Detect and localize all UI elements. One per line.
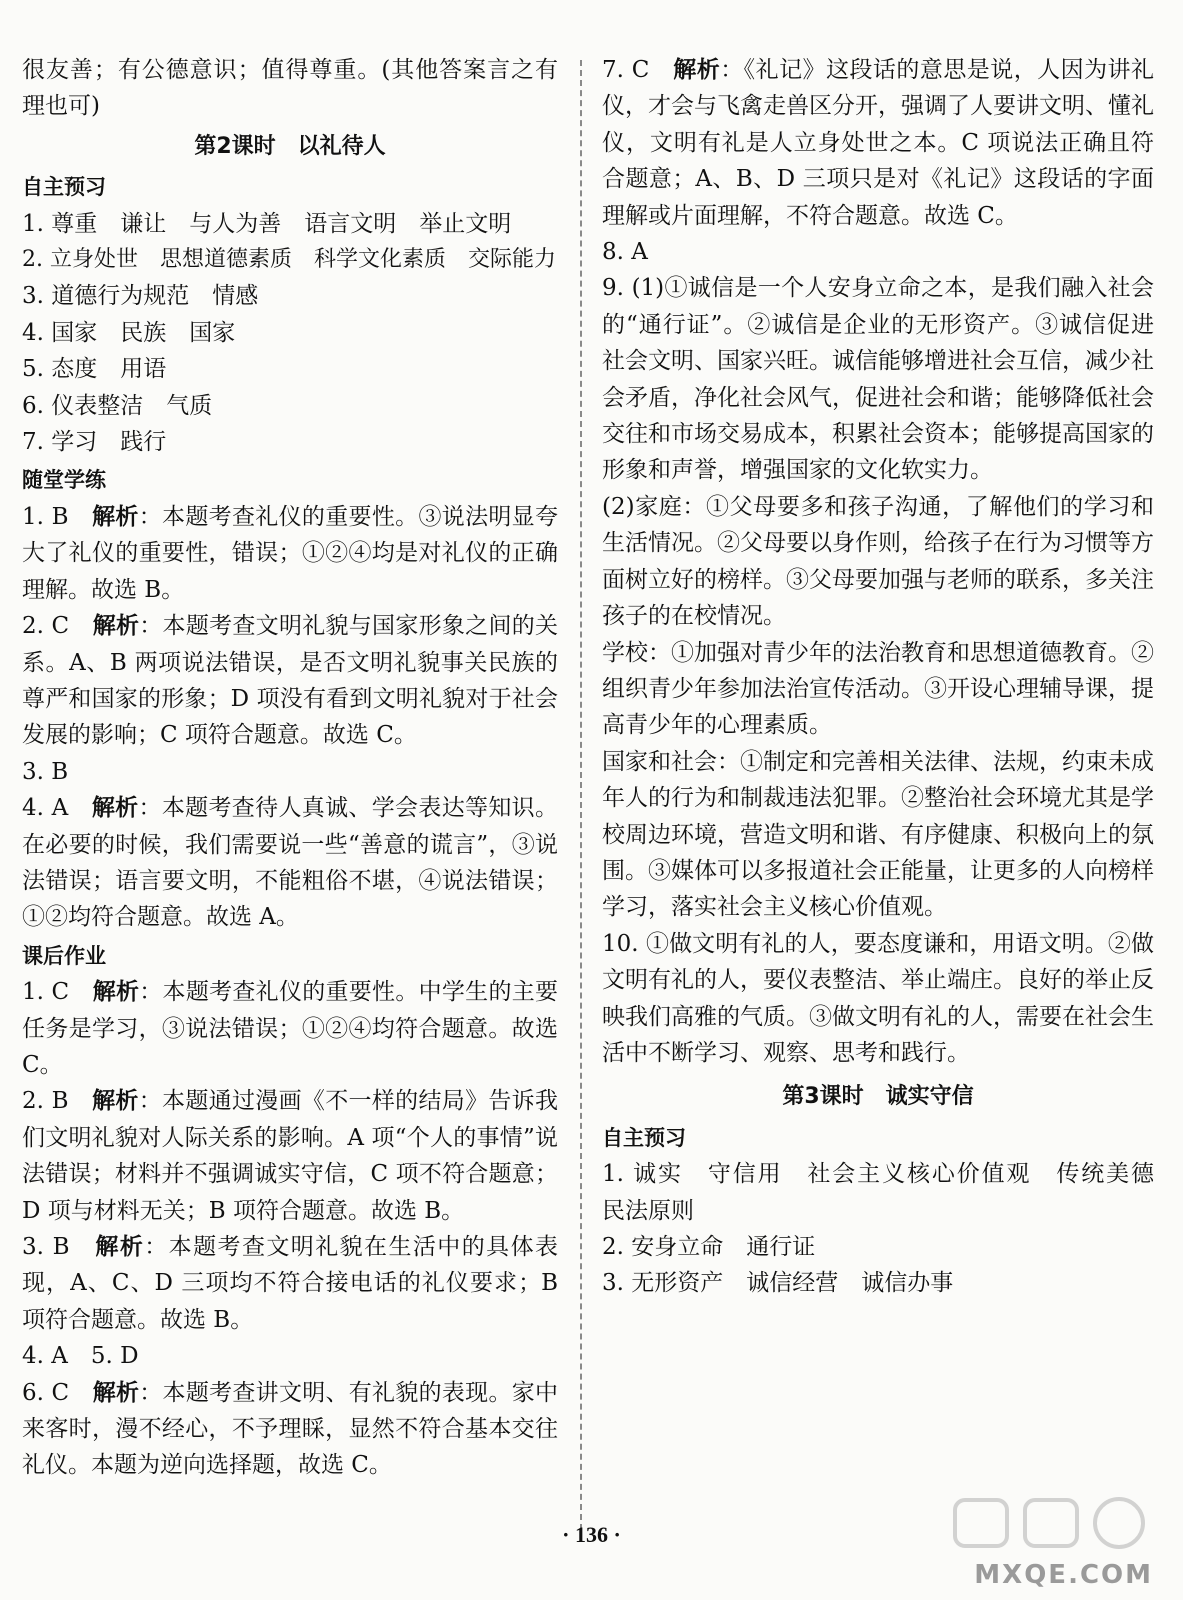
answer-letter: 2. B [22, 1088, 93, 1115]
analysis-text: ：《礼记》这段话的意思是说，人因为讲礼仪，才会与飞禽走兽区分开，强调了人要讲文明、懂礼仪，文明有礼是人立身处世之本。C 项说法正确且符合题意；A、B、D 三项只是对《礼记》这段话的字面理解或片面理解，不符合题意。故选 C。 [602, 57, 1155, 229]
preview-item: 3. 道德行为规范 情感 [22, 283, 259, 310]
right-column [602, 52, 1177, 1302]
analysis-text: ：本题考查讲文明、有礼貌的表现。家中来客时，漫不经心，不予理睬，显然不符合基本交往礼仪。本题为逆向选择题，故选 C。 [22, 1379, 559, 1479]
analysis-text: ：本题通过漫画《不一样的结局》告诉我们文明礼貌对人际关系的影响。A 项“个人的事情”说法错误；材料并不强调诚实守信，C 项不符合题意；D 项与材料无关；B 项符合题意。故选 B。 [22, 1088, 558, 1224]
preview-item: 4. 国家 民族 国家 [22, 319, 236, 346]
analysis-label: 解析 [92, 1088, 139, 1115]
answer-letter: 7. C [602, 57, 674, 83]
item-8: 8. A [602, 239, 648, 266]
page-number: · 136 · [562, 1522, 621, 1547]
intro-text: 很友善；有公德意识；值得尊重。(其他答案言之有理也可) [22, 57, 558, 120]
analysis-text: ：本题考查礼仪的重要性。中学生的主要任务是学习，③说法错误；①②④均符合题意。故选 C。 [22, 979, 559, 1078]
column-divider [580, 60, 582, 1530]
preview-item: 2. 安身立命 通行证 [602, 1234, 816, 1260]
item-10: 10. ①做文明有礼的人，要态度谦和，用语文明。②做文明有礼的人，要仪表整洁、举止端庄。良好的举止反映我们高雅的气质。③做文明有礼的人，需要在社会生活中不断学习、观察、思考和践行。 [602, 930, 1154, 1066]
answer-letter: 6. C [22, 1379, 93, 1406]
homework-item [22, 974, 558, 1083]
answer-letter: 1. B [22, 503, 93, 530]
answer-letter: 3. B [22, 758, 69, 785]
class-item [22, 608, 558, 754]
section-preview: 自主预习 [602, 1125, 686, 1150]
section-homework: 课后作业 [22, 943, 106, 968]
class-item [22, 499, 558, 608]
item-9-part-2-state: 国家和社会：①制定和完善相关法律、法规，约束未成年人的行为和制裁违法犯罪。②整治社会环境尤其是学校周边环境，营造文明和谐、有序健康、积极向上的氛围。③媒体可以多报道社会正能量，让更多的人向榜样学习，落实社会主义核心价值观。 [602, 748, 1154, 921]
analysis-text: ：本题考查礼仪的重要性。③说法明显夸大了礼仪的重要性，错误；①②④均是对礼仪的正确理解。故选 B。 [22, 503, 558, 603]
homework-item [22, 1083, 558, 1229]
watermark-text: MXQE.COM [974, 1560, 1153, 1590]
item-9-part-2-school: 学校：①加强对青少年的法治教育和思想道德教育。②组织青少年参加法治宣传活动。③开设心理辅导课，提高青少年的心理素质。 [602, 639, 1154, 739]
homework-item [22, 1229, 558, 1338]
analysis-label: 解析 [673, 57, 721, 83]
analysis-label: 解析 [95, 1234, 145, 1260]
analysis-text: ：本题考查文明礼貌在生活中的具体表现，A、C、D 三项均不符合接电话的礼仪要求；B 项符合题意。故选 B。 [22, 1234, 558, 1333]
class-item [22, 790, 558, 936]
preview-item: 1. 诚实 守信用 社会主义核心价值观 传统美德 民法原则 [602, 1161, 1177, 1224]
analysis-label: 解析 [92, 979, 140, 1006]
analysis-label: 解析 [92, 613, 140, 640]
answer-letter: 3. B [22, 1234, 96, 1260]
lesson-2-title: 第2课时 以礼待人 [194, 133, 386, 159]
answer-letter: 4. A [22, 795, 92, 822]
analysis-label: 解析 [92, 503, 139, 530]
section-preview: 自主预习 [22, 175, 106, 200]
lesson-3-title: 第3课时 诚实守信 [782, 1084, 974, 1110]
item-9-part-1: 9. (1)①诚信是一个人安身立命之本，是我们融入社会的“通行证”。②诚信是企业的无形资产。③诚信促进社会文明、国家兴旺。诚信能够增进社会互信，减少社会矛盾，净化社会风气，促进社会和谐；能够降低社会交往和市场交易成本，积累社会资本；能够提高国家的形象和声誉，增强国家的文化软实力。 [602, 275, 1154, 484]
preview-item: 2. 立身处世 思想道德素质 科学文化素质 交际能力 [22, 247, 556, 273]
preview-item: 6. 仪表整洁 气质 [22, 392, 213, 419]
item-9-part-2-family: (2)家庭：①父母要多和孩子沟通，了解他们的学习和生活情况。②父母要以身作则，给孩子在行为习惯等方面树立好的榜样。③父母要加强与老师的联系，多关注孩子的在校情况。 [602, 493, 1154, 630]
class-item [22, 754, 558, 790]
analysis-label: 解析 [91, 795, 139, 822]
left-column [22, 52, 558, 1484]
homework-item [22, 1338, 558, 1374]
preview-item: 3. 无形资产 诚信经营 诚信办事 [602, 1270, 954, 1297]
homework-item [22, 1375, 558, 1484]
analysis-label: 解析 [92, 1379, 140, 1406]
answer-letter: 4. A 5. D [22, 1343, 139, 1370]
answer-letter: 1. C [22, 979, 93, 1006]
item-7 [602, 52, 1154, 234]
preview-item: 7. 学习 践行 [22, 429, 167, 456]
analysis-text: ：本题考查待人真诚、学会表达等知识。在必要的时候，我们需要说一些“善意的谎言”，③说法错误；语言要文明，不能粗俗不堪，④说法错误；①②均符合题意。故选 A。 [22, 795, 559, 931]
preview-item: 5. 态度 用语 [22, 356, 167, 383]
section-class-practice: 随堂学练 [22, 468, 106, 493]
answer-letter: 2. C [22, 613, 93, 640]
analysis-text: ：本题考查文明礼貌与国家形象之间的关系。A、B 两项说法错误，是否文明礼貌事关民族的尊严和国家的形象；D 项没有看到文明礼貌对于社会发展的影响；C 项符合题意。故选 C。 [22, 613, 559, 749]
preview-item: 1. 尊重 谦让 与人为善 语言文明 举止文明 [22, 210, 512, 237]
